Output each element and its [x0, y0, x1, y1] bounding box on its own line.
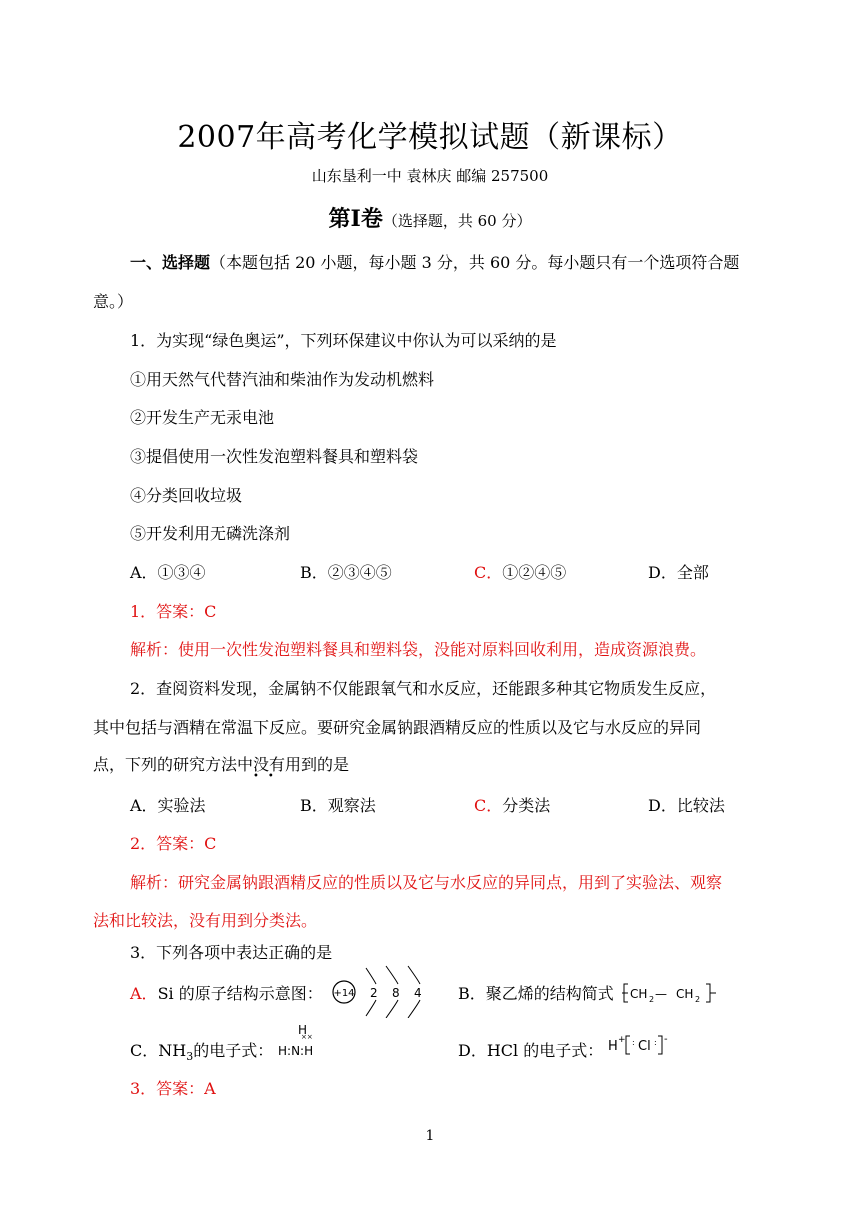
q3-option-a-text: Si 的原子结构示意图： [157, 984, 323, 1003]
q2-stem-3-post: 用到的是 [285, 755, 350, 774]
q1-stem: 1．为实现“绿色奥运”，下列环保建议中你认为可以采纳的是 [130, 331, 557, 350]
section-note: （选择题，共 60 分） [382, 212, 532, 230]
q1-option-c [474, 563, 566, 583]
si-atomic-structure-diagram [328, 962, 428, 1018]
ch-right: CH [676, 987, 694, 1001]
electron-dots: : [654, 1038, 657, 1047]
sub-right: 2 [695, 995, 701, 1004]
q3-option-a-label: A． [130, 984, 158, 1003]
shell-electrons: 8 [392, 986, 400, 1000]
shell-electrons: 2 [370, 986, 378, 1000]
q3-option-c-sub: 3 [186, 1050, 194, 1064]
atom-h-top: H [298, 1023, 308, 1037]
q1-option-b: B．②③④⑤ [300, 563, 392, 582]
q2-option-d: D．比较法 [648, 796, 725, 815]
q2-emphasis [253, 755, 286, 782]
q2-option-c-text: 分类法 [502, 796, 551, 815]
sub-left: 2 [649, 995, 655, 1004]
electron-dots: : [632, 1038, 635, 1047]
q1-item: ⑤开发利用无磷洗涤剂 [130, 524, 291, 543]
q2-stem-3-pre: 点，下列的研究方法中 [93, 755, 254, 774]
section-title: 第Ⅰ卷 [328, 206, 383, 232]
nh3-formula: H:N:H [278, 1044, 314, 1058]
q1-item: ②开发生产无汞电池 [130, 408, 275, 427]
q1-item: ③提倡使用一次性发泡塑料餐具和塑料袋 [130, 447, 419, 466]
q1-analysis: 解析：使用一次性发泡塑料餐具和塑料袋，没能对原料回收利用，造成资源浪费。 [130, 640, 707, 659]
q2-answer: 2．答案：C [130, 834, 217, 853]
q3-option-c-text: 的电子式： [193, 1041, 274, 1060]
q2-option-b: B．观察法 [300, 796, 376, 815]
q2-stem-3 [93, 755, 783, 782]
author-line: 山东垦利一中 袁林庆 邮编 257500 [311, 167, 549, 185]
section-header [0, 202, 860, 233]
q1-option-a: A．①③④ [130, 563, 206, 582]
q1-item: ①用天然气代替汽油和柴油作为发动机燃料 [130, 370, 435, 389]
q1-option-d: D．全部 [648, 563, 709, 582]
q1-option-c-text: ①②④⑤ [502, 563, 567, 582]
emphasis-dots: •• [253, 771, 283, 782]
q1-answer: 1．答案：C [130, 602, 217, 621]
q3-option-a [130, 984, 323, 1004]
charge-minus: - [664, 1034, 668, 1045]
q2-option-a: A．实验法 [130, 796, 206, 815]
q3-option-c [130, 1041, 273, 1067]
q2-emphasis-text: 没有 [253, 755, 286, 774]
part-desc-2: 意。） [93, 292, 134, 311]
q3-stem: 3．下列各项中表达正确的是 [130, 943, 333, 962]
q3-option-d: D．HCl 的电子式： [458, 1041, 604, 1060]
page-number: 1 [425, 1128, 435, 1144]
part-heading: 一、选择题 [130, 253, 211, 272]
bond-dash: — [655, 987, 667, 1001]
electron-pair: ×× [301, 1033, 313, 1041]
q1-item: ④分类回收垃圾 [130, 486, 243, 505]
atom-cl: Cl [638, 1039, 651, 1054]
hcl-electron-dot-diagram [604, 1030, 680, 1060]
q3-answer: 3．答案：A [130, 1079, 216, 1098]
part-desc-1: （本题包括 20 小题，每小题 3 分，共 60 分。每小题只有一个选项符合题 [210, 253, 740, 272]
page-title: 2007年高考化学模拟试题（新课标） [177, 120, 683, 155]
q2-option-c [474, 796, 550, 816]
atom-h: H [608, 1039, 618, 1054]
q2-stem-1: 2．查阅资料发现，金属钠不仅能跟氧气和水反应，还能跟多种其它物质发生反应， [130, 679, 717, 698]
shell-electrons: 4 [414, 986, 422, 1000]
q3-option-b: B．聚乙烯的结构简式 [458, 984, 614, 1003]
ch-left: CH [630, 987, 648, 1001]
q3-option-c-label: C．NH [130, 1041, 187, 1060]
q2-analysis-2: 法和比较法，没有用到分类法。 [93, 911, 318, 930]
q2-stem-2: 其中包括与酒精在常温下反应。要研究金属钠跟酒精反应的性质以及它与水反应的异同 [93, 718, 702, 737]
charge-plus: + [618, 1035, 626, 1045]
q1-option-c-label: C． [474, 563, 503, 582]
nucleus-charge: +14 [333, 988, 355, 999]
q2-option-c-label: C． [474, 796, 503, 815]
nh3-electron-dot-diagram [274, 1022, 338, 1062]
part-description [130, 253, 820, 273]
polyethylene-formula [622, 978, 722, 1008]
q2-analysis-1: 解析：研究金属钠跟酒精反应的性质以及它与水反应的异同点，用到了实验法、观察 [130, 873, 723, 892]
